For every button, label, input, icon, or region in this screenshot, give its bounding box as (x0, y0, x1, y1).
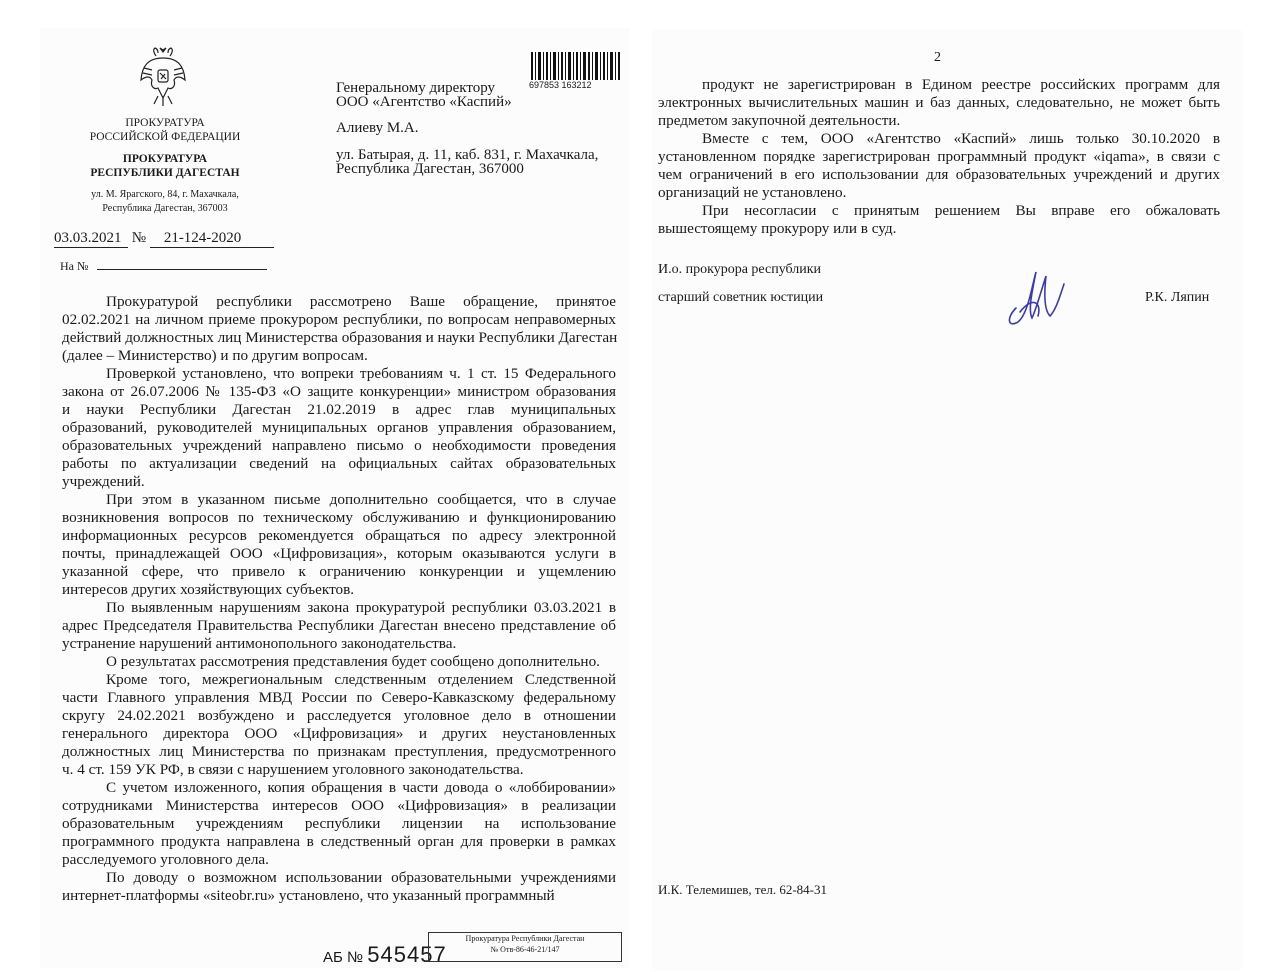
paragraph-4-line-2: адрес Председателя Правительства Республики Дагестан внесено представление об (62, 617, 616, 634)
paragraph-2-line-1: Вместе с тем, ООО «Агентство «Каспий» лишь только 30.10.2020 в (702, 130, 1220, 147)
paragraph-3-line-4: почты, принадлежащей ООО «Цифровизация», которым оказываются услуги в (62, 545, 616, 562)
paragraph-6-line-3: скругу 24.02.2021 возбуждено и расследуется уголовное дело в отношении (62, 707, 616, 724)
org-line-3: ПРОКУРАТУРА (122, 153, 208, 165)
barcode-number: 697853 163212 (529, 80, 592, 90)
paragraph-7-line-4: программного продукта направлена в следственный орган для проверки в рамках (62, 833, 616, 850)
paragraph-3-line-1: При этом в указанном письме дополнительно сообщается, что в случае (106, 491, 616, 508)
paragraph-2-line-4: образований, руководителей муниципальных органов управления образованием, (62, 419, 616, 436)
paragraph-2-line-4: организаций не установлено. (658, 184, 847, 201)
signer-name: Р.К. Ляпин (1145, 290, 1210, 305)
executor-line: И.К. Телемишев, тел. 62-84-31 (658, 882, 827, 897)
paragraph-6-line-2: части Главного управления МВД России по Северо-Кавказскому федеральному (62, 689, 616, 706)
org-line-2: РОССИЙСКОЙ ФЕДЕРАЦИИ (89, 131, 241, 143)
paragraph-3-line-1: При несогласии с принятым решением Вы вправе его обжаловать (702, 202, 1220, 219)
letter-page-1 (40, 28, 630, 968)
recipient-company: ООО «Агентство «Каспий» (336, 94, 512, 110)
signatory-title-2: старший советник юстиции (658, 290, 824, 305)
paragraph-2-line-3: чем ограничений в его использовании для образовательных учреждений и других (658, 166, 1220, 183)
reply-to-text: На № (60, 259, 89, 273)
paragraph-1-line-1: Прокуратурой республики рассмотрено Ваше обращение, принятое (106, 293, 616, 310)
paragraph-3-line-5: указанной сфере, что привело к ограничению конкуренции и ущемлению (62, 563, 616, 580)
paragraph-7-line-1: С учетом изложенного, копия обращения в части довода о «лоббировании» (106, 779, 616, 796)
paragraph-1-line-4: (далее – Министерство) и по другим вопросам. (62, 347, 368, 364)
paragraph-2-line-7: учреждений. (62, 473, 145, 490)
stamp-line-2: № Отв-86-46-21/147 (490, 945, 560, 954)
paragraph-2-line-2: закона от 26.07.2006 № 135-ФЗ «О защите конкуренции» министром образования (62, 383, 616, 400)
paragraph-2-line-5: образовательных учреждений направлено письмо о необходимости проведения (62, 437, 616, 454)
paragraph-2-line-2: установленном порядке зарегистрирован программный продукт «iqama», в связи с (658, 148, 1220, 165)
paragraph-3-line-2: вышестоящему прокурору или в суд. (658, 220, 897, 237)
russian-eagle-emblem-icon (138, 46, 188, 108)
outgoing-date-number (54, 230, 274, 248)
paragraph-8-line-1: По доводу о возможном использовании образовательными учреждениями (106, 869, 616, 886)
signatory-title-1: И.о. прокурора республики (658, 262, 822, 277)
paragraph-8-line-2: интернет-платформы «siteobr.ru» установлено, что указанный программный (62, 887, 555, 904)
page-number: 2 (934, 50, 941, 65)
paragraph-2-line-1: Проверкой установлено, что вопреки требованиям ч. 1 ст. 15 Федерального (106, 365, 616, 382)
letter-page-2 (652, 30, 1242, 970)
paragraph-5-line-1: О результатах рассмотрения представления будет сообщено дополнительно. (106, 653, 600, 670)
paragraph-1-line-3: действий должностных лиц Министерства образования и науки Республики Дагестан (62, 329, 618, 346)
paragraph-7-line-5: расследуемого уголовного дела. (62, 851, 269, 868)
recipient-address-2: Республика Дагестан, 367000 (336, 161, 524, 177)
paragraph-1-line-1: продукт не зарегистрирован в Едином реестре российских программ для (702, 76, 1220, 93)
stamp-line-1: Прокуратура Республики Дагестан (465, 934, 585, 943)
reply-to-label (60, 259, 267, 274)
series-label: АБ № (323, 949, 364, 966)
recipient-name: Алиеву М.А. (336, 120, 419, 136)
paragraph-3-line-2: возникновения вопросов по техническому обслуживанию и функционированию (62, 509, 616, 526)
recipient-title: Генеральному директору (336, 80, 496, 96)
paragraph-6-line-4: генерального директора ООО «Цифровизация» и других неустановленных (62, 725, 616, 742)
paragraph-4-line-1: По выявленным нарушениям закона прокуратурой республики 03.03.2021 в (106, 599, 616, 616)
series-number: 545457 (367, 942, 447, 967)
paragraph-6-line-6: ч. 4 ст. 159 УК РФ, в связи с нарушением уголовного законодательства. (62, 761, 524, 778)
paragraph-3-line-6: интересов других хозяйствующих субъектов. (62, 581, 355, 598)
paragraph-4-line-3: устранение нарушений антимонопольного законодательства. (62, 635, 457, 652)
issuer-block (80, 116, 250, 216)
org-address-2: Республика Дагестан, 367003 (102, 203, 228, 214)
handwritten-signature (1002, 266, 1072, 328)
org-address-1: ул. М. Ярагского, 84, г. Махачкала, (91, 189, 239, 200)
registration-stamp (428, 932, 622, 962)
paragraph-3-line-3: информационных ресурсов рекомендуется обращаться по адресу электронной (62, 527, 616, 544)
letter-body (62, 293, 616, 905)
paragraph-7-line-3: образовательным учреждениям республики лицензии на использование (62, 815, 616, 832)
paragraph-2-line-3: и науки Республики Дагестан 21.02.2019 в адрес глав муниципальных (62, 401, 616, 418)
paragraph-2-line-6: работы по актуализации сведений на официальных сайтах образовательных (62, 455, 616, 472)
paragraph-1-line-3: предметом закупочной деятельности. (658, 112, 901, 129)
paragraph-7-line-2: сотрудниками Министерства интересов ООО «Цифровизация» в реализации (62, 797, 616, 814)
paragraph-1-line-2: 02.02.2021 на личном приеме прокурором республики, по вопросам неправомерных (62, 311, 616, 328)
paragraph-6-line-5: должностных лиц Министерства по признакам преступления, предусмотренного (62, 743, 616, 760)
number-label: № (131, 230, 147, 246)
paragraph-6-line-1: Кроме того, межрегиональным следственным отделением Следственной (106, 671, 616, 688)
recipient-address-1: ул. Батырая, д. 11, каб. 831, г. Махачкала, (336, 147, 599, 163)
org-line-4: РЕСПУБЛИКИ ДАГЕСТАН (90, 167, 240, 179)
paragraph-1-line-2: электронных вычислительных машин и баз данных, следовательно, не может быть (658, 94, 1220, 111)
letter-body-continued (658, 76, 1220, 238)
org-line-1: ПРОКУРАТУРА (125, 117, 205, 129)
letter-date: 03.03.2021 (54, 230, 128, 248)
letter-number: 21-124-2020 (150, 230, 274, 248)
